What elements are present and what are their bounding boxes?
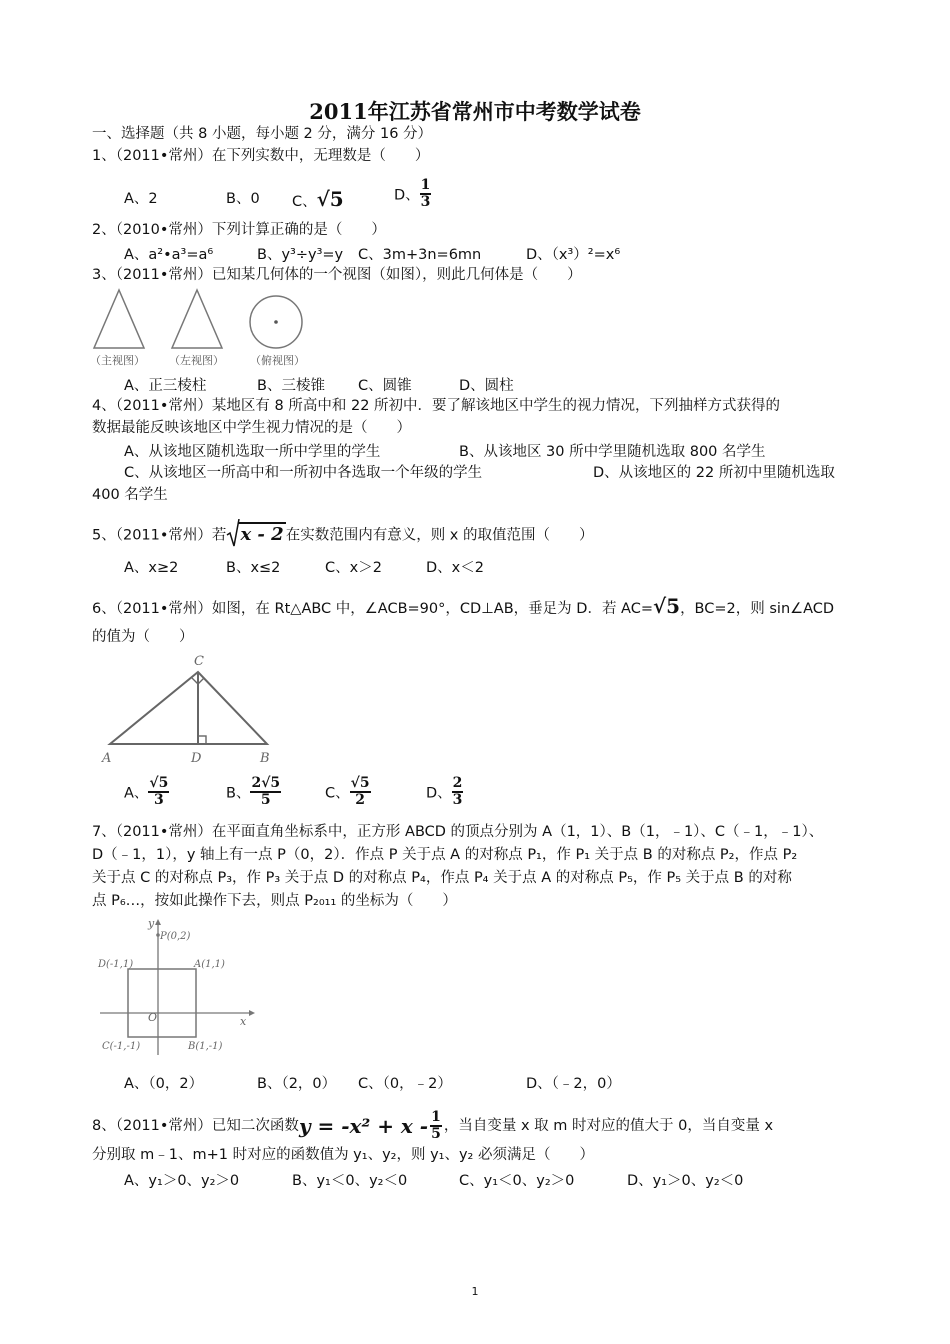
q7-option-b: B、（2，0） (257, 1076, 337, 1092)
square-abcd (128, 969, 196, 1037)
q4-option-c: C、从该地区一所高中和一所初中各选取一个年级的学生 (124, 465, 483, 481)
q3-option-c: C、圆锥 (358, 378, 412, 394)
label-origin: O (148, 1011, 158, 1024)
question-2-stem: 2、（2010•常州）下列计算正确的是（ ） (92, 222, 386, 238)
coordinate-plane-figure (90, 913, 260, 1063)
front-view-triangle (94, 290, 144, 348)
x-axis-arrow (249, 1010, 255, 1016)
q2-option-d: D、（x³）²=x⁶ (526, 247, 621, 263)
q1-option-b: B、0 (226, 191, 260, 207)
page-number: 1 (471, 1285, 479, 1298)
q4-option-d-continued: 400 名学生 (92, 487, 168, 503)
q2-option-c: C、3m+3n=6mn (358, 247, 482, 263)
q4-option-b: B、从该地区 30 所中学里随机选取 800 名学生 (459, 444, 766, 460)
q5-option-d: D、x＜2 (426, 560, 484, 576)
section-heading: 一、选择题（共 8 小题，每小题 2 分，满分 16 分） (92, 126, 433, 142)
side-view-triangle (172, 290, 222, 348)
label-d: D(-1,1) (98, 959, 134, 970)
question-7-line2: D（﹣1，1），y 轴上有一点 P（0，2）．作点 P 关于点 A 的对称点 P₁，作 P₁ 关于点 B 的对称点 P₂，作点 P₂ (92, 847, 798, 863)
label-a: A (102, 751, 112, 766)
label-p: P(0,2) (160, 931, 191, 942)
q6-option-d: D、 $\frac{2}{3}$ (426, 775, 463, 808)
q3-option-d: D、圆柱 (459, 378, 514, 394)
label-b: B(1,-1) (188, 1041, 223, 1052)
q5-option-a: A、x≥2 (124, 560, 179, 576)
question-8-stem: 8、（2011•常州）已知二次函数y = -x² + x - $\frac{1}{5}$ ，当自变量 x 取 m 时对应的值大于 0，当自变量 x (92, 1109, 774, 1142)
top-view-caption: （俯视图） (250, 354, 305, 367)
right-angle-mark-d (198, 736, 206, 744)
question-7-line3: 关于点 C 的对称点 P₃，作 P₃ 关于点 D 的对称点 P₄，作点 P₄ 关于点 A 的对称点 P₅，作 P₅ 关于点 B 的对称 (92, 870, 792, 886)
q8-option-a: A、y₁＞0、y₂＞0 (124, 1173, 240, 1189)
q7-option-a: A、（0，2） (124, 1076, 204, 1092)
q7-option-c: C、（0，﹣2） (358, 1076, 452, 1092)
label-d: D (191, 751, 202, 766)
q7-option-d: D、（﹣2，0） (526, 1076, 621, 1092)
question-4-stem-line1: 4、（2011•常州）某地区有 8 所高中和 22 所初中．要了解该地区中学生的视力情况，下列抽样方式获得的 (92, 398, 781, 414)
front-view-caption: （主视图） (90, 354, 145, 367)
question-8-stem-line2: 分别取 m﹣1、m+1 时对应的函数值为 y₁、y₂，则 y₁、y₂ 必须满足（ ） (92, 1147, 594, 1163)
sqrt-expression: x - 2 (226, 525, 285, 546)
q4-option-a: A、从该地区随机选取一所中学里的学生 (124, 444, 381, 460)
q4-option-d: D、从该地区的 22 所初中里随机选取 (593, 465, 835, 481)
label-y: y (148, 917, 155, 930)
q8-option-b: B、y₁＜0、y₂＜0 (292, 1173, 408, 1189)
label-c: C (194, 654, 204, 669)
q3-option-b: B、三棱锥 (257, 378, 325, 394)
top-view-center-dot (274, 320, 278, 324)
q2-option-b: B、y³÷y³=y (257, 247, 344, 263)
question-6-stem: 6、（2011•常州）如图，在 Rt△ABC 中，∠ACB=90°，CD⊥AB，垂足为 D．若 AC=√5，BC=2，则 sin∠ACD (92, 594, 835, 618)
q6-option-c: C、 $\frac{√5}{2}$ (325, 775, 370, 808)
side-view-caption: （左视图） (169, 354, 224, 367)
q8-option-c: C、y₁＜0、y₂＞0 (459, 1173, 575, 1189)
q1-option-c: C、√5 (292, 187, 344, 211)
question-7-line4: 点 P₆…，按如此操作下去，则点 P₂₀₁₁ 的坐标为（ ） (92, 893, 457, 909)
label-c: C(-1,-1) (102, 1041, 141, 1052)
question-7-line1: 7、（2011•常州）在平面直角坐标系中，正方形 ABCD 的顶点分别为 A（1，1）、B（1，﹣1）、C（﹣1，﹣1）、 (92, 824, 824, 840)
triangle-abc (110, 672, 267, 744)
quadratic-function: y = -x² + x - (298, 1114, 429, 1138)
q1-option-d: D、 $\frac{1}{3}$ (394, 177, 431, 210)
q8-option-d: D、y₁＞0、y₂＜0 (627, 1173, 744, 1189)
right-triangle-figure (96, 650, 282, 768)
page-title: 2011年江苏省常州市中考数学试卷 (309, 99, 641, 124)
question-5-stem: 5、（2011•常州）若 x - 2 在实数范围内有意义，则 x 的取值范围（ ） (92, 525, 594, 546)
label-a: A(1,1) (194, 959, 225, 970)
question-1-stem: 1、（2011•常州）在下列实数中，无理数是（ ） (92, 148, 430, 164)
q6-option-a: A、 $\frac{√5}{3}$ (124, 775, 169, 808)
q1-option-a: A、2 (124, 191, 158, 207)
y-axis-arrow (155, 919, 161, 925)
question-4-stem-line2: 数据最能反映该地区中学生视力情况的是（ ） (92, 420, 411, 436)
q2-option-a: A、a²•a³=a⁶ (124, 247, 214, 263)
q5-option-c: C、x＞2 (325, 560, 382, 576)
q5-option-b: B、x≤2 (226, 560, 281, 576)
label-x: x (240, 1015, 247, 1028)
question-3-stem: 3、（2011•常州）已知某几何体的一个视图（如图），则此几何体是（ ） (92, 267, 582, 283)
label-b: B (260, 751, 270, 766)
q6-option-b: B、 $\frac{2√5}{5}$ (226, 775, 281, 808)
q3-option-a: A、正三棱柱 (124, 378, 207, 394)
question-6-stem-line2: 的值为（ ） (92, 629, 194, 645)
